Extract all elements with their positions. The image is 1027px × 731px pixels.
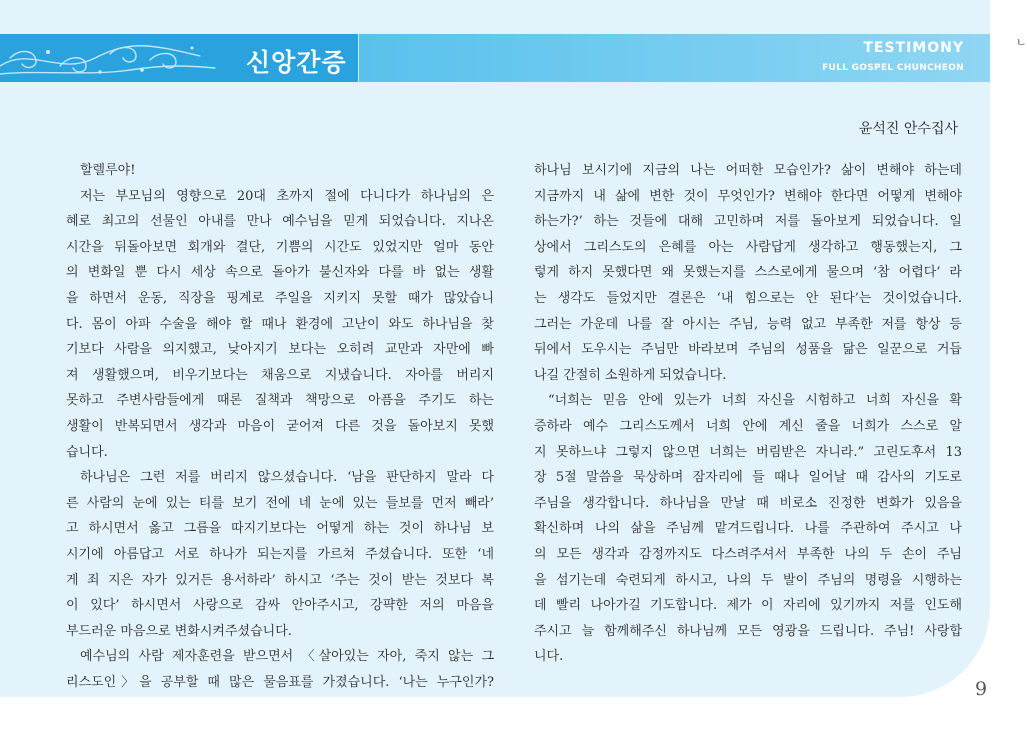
text-line: 못하고 주변사람들에게 때론 질책과 책망으로 아픔을 주기도 하는 [66,393,494,409]
text-line: “너희는 믿음 안에 있는가 너희 자신을 시험하고 너희 자신을 확 [548,393,962,409]
text-line: 시기에 아름답고 서로 하나가 되는지를 가르쳐 주셨습니다. 또한 ‘네 [66,546,494,562]
brand-subtitle: FULL GOSPEL CHUNCHEON [822,63,964,73]
text-line: 생활이 반복되면서 생각과 마음이 굳어져 다른 것을 돌아보지 못했 [66,418,494,434]
text-line: 부드러운 마음으로 변화시켜주셨습니다. [66,623,292,639]
section-title: 신앙간증 [246,48,347,77]
text-line: 하나님 보시기에 지금의 나는 어떠한 모습인가? 삶이 변해야 하는데 [534,163,962,178]
text-line: 혜로 최고의 선물인 아내를 만나 예수님을 믿게 되었습니다. 지나온 [66,214,494,230]
text-line: 을 하면서 운동, 직장을 핑계로 주일을 지키지 못할 때가 많았습니 [66,290,494,306]
text-line: 다. 몸이 아파 수술을 해야 할 때나 환경에 고난이 와도 하나님을 찾 [66,316,494,332]
text-line: 그러는 가운데 나를 잘 아시는 주님, 능력 없고 부족한 저를 항상 등 [534,316,962,332]
text-line: 예수님의 사람 제자훈련을 받으면서 〈살아있는 자아, 죽지 않는 그 [80,649,494,665]
text-line: 하나님은 그런 저를 버리지 않으셨습니다. ‘남을 판단하지 말라 다 [80,470,494,486]
text-line: 주시고 늘 함께해주신 하나님께 모든 영광을 드립니다. 주님! 사랑합 [534,623,962,639]
text-line: 데 빨리 나아가길 기도합니다. 제가 이 자리에 있기까지 저를 인도해 [534,598,962,614]
text-line: 게 죄 지은 자가 있거든 용서하라’ 하시고 ‘주는 것이 받는 것보다 복 [66,572,494,588]
page-number: 9 [975,678,988,700]
text-line: 리스도인〉을 공부할 때 많은 물음표를 가졌습니다. ‘나는 누구인가? [66,674,494,690]
text-line: 할렐루야! [80,163,136,178]
text-line: 저는 부모님의 영향으로 20대 초까지 절에 다니다가 하나님의 은 [80,188,494,204]
text-line: 는 생각도 들었지만 결론은 ‘내 힘으로는 안 된다’는 것이었습니다. [534,290,962,306]
text-line: 시간을 뒤돌아보면 회개와 결단, 기쁨의 시간도 있었지만 얼마 동안 [66,239,494,255]
text-line: 상에서 그리스도의 은혜를 아는 사람답게 생각하고 행동했는지, 그 [534,239,962,255]
author-name: 윤석진 안수집사 [858,121,958,137]
text-line: 져 생활했으며, 비우기보다는 채움으로 지냈습니다. 자아를 버리지 [66,367,494,383]
text-line: 뒤에서 도우시는 주님만 바라보며 주님의 성품을 닮은 일꾼으로 거듭 [534,342,962,358]
text-line: 증하라 예수 그리스도께서 너희 안에 계신 줄을 너희가 스스로 알 [534,418,962,434]
text-line: 지금까지 내 삶에 변한 것이 무엇인가? 변해야 한다면 어떻게 변해야 [534,188,962,204]
text-line: 른 사람의 눈에 있는 티를 보기 전에 네 눈에 있는 들보를 먼저 빼라’ [66,495,494,511]
text-line: 지 못하느냐 그렇지 않으면 너희는 버림받은 자니라.” 고린도후서 13 [534,444,962,460]
text-line: 장 5절 말씀을 묵상하며 잠자리에 들 때나 일어날 때 감사의 기도로 [534,470,962,486]
text-line: 나길 간절히 소원하게 되었습니다. [534,367,727,383]
text-line: 습니다. [66,444,108,460]
text-line: 고 하시면서 옳고 그름을 따지기보다는 어떻게 하는 것이 하나님 보 [66,521,494,537]
text-line: 주님을 생각합니다. 하나님을 만날 때 비로소 진정한 변화가 있음을 [534,495,962,511]
text-line: 을 섬기는데 숙련되게 하시고, 나의 두 발이 주님의 명령을 시행하는 [534,572,962,588]
text-line: 기보다 사람을 의지했고, 낮아지기 보다는 오히려 교만과 자만에 빠 [66,342,494,358]
text-line: 하는가?’ 하는 것들에 대해 고민하며 저를 돌아보게 되었습니다. 일 [534,214,962,230]
text-line: 의 변화일 뿐 다시 세상 속으로 돌아가 불신자와 다를 바 없는 생활 [66,265,494,281]
text-line: 렇게 하지 못했다면 왜 못했는지를 스스로에게 물으며 ‘참 어렵다’ 라 [534,265,962,281]
floral-ornament-icon [0,36,220,80]
right-text-column [534,158,962,670]
left-text-column [66,158,494,695]
text-line: 확신하며 나의 삶을 주님께 맡겨드립니다. 나를 주관하여 주시고 나 [534,521,962,537]
text-line: 이 있다’ 하시면서 사랑으로 감싸 안아주시고, 강퍅한 저의 마음을 [66,598,494,614]
edge-mark: ㄴ [1016,36,1027,49]
brand-title: TESTIMONY [863,40,964,56]
text-line: 의 모든 생각과 감정까지도 다스려주셔서 부족한 나의 두 손이 주님 [534,546,962,562]
text-line: 니다. [534,649,564,665]
